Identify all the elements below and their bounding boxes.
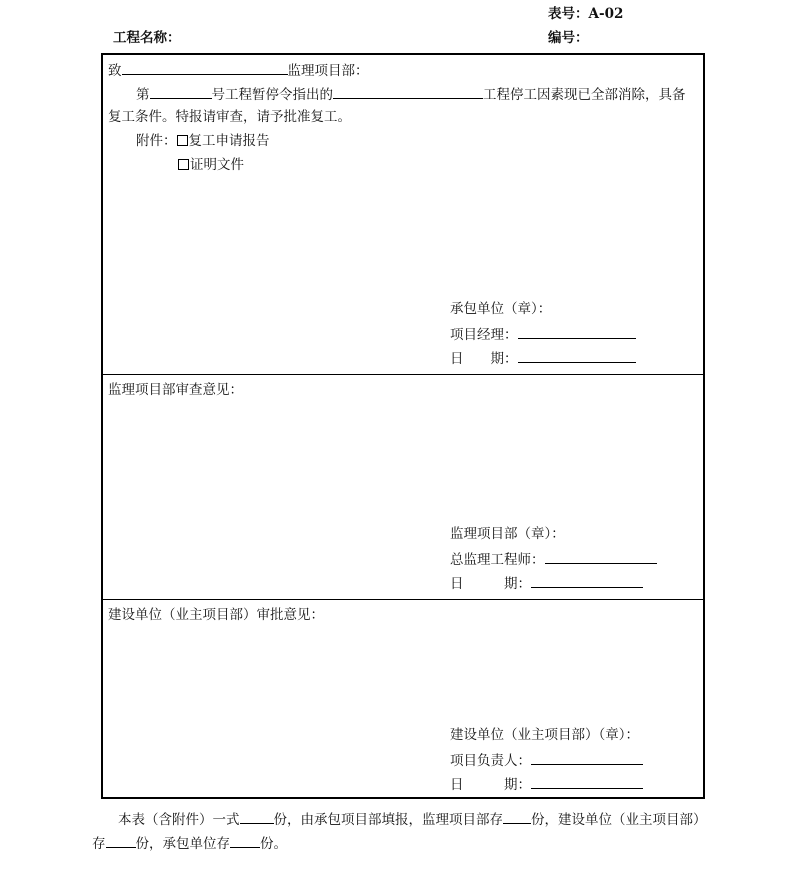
- signer-role-label: 项目经理：: [450, 327, 518, 343]
- signature-blank[interactable]: [531, 750, 643, 765]
- section-divider: [101, 374, 705, 375]
- attachment-label: 附件：: [136, 133, 177, 149]
- date-label: 日 期：: [450, 777, 531, 793]
- date-row: [450, 348, 636, 368]
- project-name-label: 工程名称：: [113, 30, 181, 46]
- project-blank[interactable]: [333, 84, 483, 99]
- attachment-row-1: [136, 132, 270, 150]
- copies-blank[interactable]: [503, 809, 531, 824]
- signature-blank[interactable]: [545, 549, 657, 564]
- checkbox[interactable]: [177, 135, 188, 146]
- to-prefix: 致: [108, 63, 122, 79]
- footer-text: 份。: [260, 836, 287, 852]
- date-blank[interactable]: [531, 774, 643, 789]
- order-number-blank[interactable]: [150, 84, 212, 99]
- copies-blank[interactable]: [230, 833, 260, 848]
- date-blank[interactable]: [531, 573, 643, 588]
- serial-number-label: 编号：: [548, 30, 589, 46]
- attachment-item: 证明文件: [190, 157, 244, 173]
- attachment-row-2: [178, 156, 244, 174]
- section-divider: [101, 599, 705, 600]
- footer-text: 份，承包单位存: [135, 836, 230, 852]
- footer-note-line-1: [118, 809, 707, 829]
- signer-role-label: 总监理工程师：: [450, 552, 545, 568]
- contractor-seal-label: 承包单位（章）：: [450, 301, 552, 317]
- copies-blank[interactable]: [240, 809, 274, 824]
- signer-role-label: 项目负责人：: [450, 753, 531, 769]
- to-suffix: 监理项目部：: [287, 63, 369, 79]
- footer-text: 存: [92, 836, 106, 852]
- addressee-blank[interactable]: [122, 60, 288, 75]
- supervisor-seal-label: 监理项目部（章）：: [450, 526, 565, 542]
- footer-text: 本表（含附件）一式: [118, 812, 240, 828]
- footer-note-line-2: [92, 833, 287, 853]
- copies-blank[interactable]: [106, 833, 136, 848]
- date-label: 日 期：: [450, 351, 518, 367]
- date-row: [450, 573, 643, 593]
- date-row: [450, 774, 643, 794]
- attachment-item: 复工申请报告: [188, 133, 270, 149]
- chief-engineer-row: [450, 549, 657, 569]
- supervisor-review-title: 监理项目部审查意见：: [108, 382, 243, 398]
- statement-text: 第: [136, 87, 150, 103]
- statement-line-2: 复工条件。特报请审查，请予批准复工。: [108, 109, 351, 125]
- footer-text: 份，建设单位（业主项目部）: [531, 812, 707, 828]
- date-label: 日 期：: [450, 576, 531, 592]
- form-number: 表号：A-02: [548, 6, 624, 22]
- footer-text: 份，由承包项目部填报，监理项目部存: [273, 812, 503, 828]
- statement-line-1: [136, 84, 686, 104]
- statement-text: 工程停工因素现已全部消除，具备: [483, 87, 686, 103]
- statement-text: 号工程暂停令指出的: [211, 87, 333, 103]
- owner-seal-label: 建设单位（业主项目部）（章）：: [450, 727, 639, 743]
- project-lead-row: [450, 750, 643, 770]
- date-blank[interactable]: [518, 348, 636, 363]
- checkbox[interactable]: [178, 159, 189, 170]
- owner-approval-title: 建设单位（业主项目部）审批意见：: [108, 607, 324, 623]
- project-manager-row: [450, 324, 636, 344]
- addressee-line: [108, 60, 369, 80]
- signature-blank[interactable]: [518, 324, 636, 339]
